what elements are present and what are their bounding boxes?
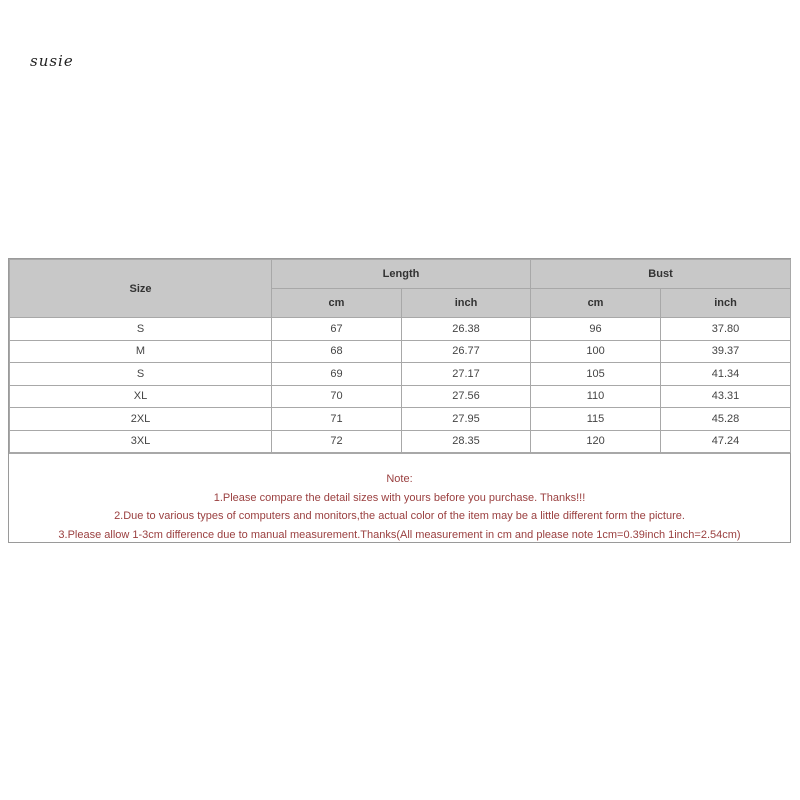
table-row bbox=[10, 408, 791, 431]
length-cm-cell: 68 bbox=[272, 340, 402, 363]
bust-inch-cell: 47.24 bbox=[661, 430, 791, 453]
table-row bbox=[10, 385, 791, 408]
size-cell: M bbox=[10, 340, 272, 363]
size-column-header: Size bbox=[10, 260, 272, 318]
bust-inch-cell: 43.31 bbox=[661, 385, 791, 408]
bust-inch-cell: 37.80 bbox=[661, 318, 791, 341]
length-inch-cell: 27.95 bbox=[402, 408, 531, 431]
bust-cm-cell: 105 bbox=[531, 363, 661, 386]
note-section bbox=[9, 453, 790, 544]
length-cm-cell: 72 bbox=[272, 430, 402, 453]
size-cell: 2XL bbox=[10, 408, 272, 431]
note-line: 3.Please allow 1-3cm difference due to manual measurement.Thanks(All measurement in cm and please note 1cm=0.39inch 1inch=2.54cm) bbox=[58, 528, 741, 541]
bust-cm-cell: 115 bbox=[531, 408, 661, 431]
note-line: 1.Please compare the detail sizes with yours before you purchase. Thanks!!! bbox=[213, 491, 586, 504]
bust-inch-header: inch bbox=[661, 289, 791, 318]
bust-group-header: Bust bbox=[531, 260, 791, 289]
length-inch-header: inch bbox=[402, 289, 531, 318]
length-inch-cell: 27.17 bbox=[402, 363, 531, 386]
bust-inch-cell: 45.28 bbox=[661, 408, 791, 431]
note-title: Note: bbox=[386, 473, 413, 485]
bust-inch-cell: 41.34 bbox=[661, 363, 791, 386]
bust-cm-cell: 120 bbox=[531, 430, 661, 453]
bust-cm-cell: 96 bbox=[531, 318, 661, 341]
table-row bbox=[10, 318, 791, 341]
table-row bbox=[10, 340, 791, 363]
length-cm-header: cm bbox=[272, 289, 402, 318]
size-cell: XL bbox=[10, 385, 272, 408]
length-inch-cell: 26.38 bbox=[402, 318, 531, 341]
header-row-groups bbox=[10, 260, 791, 289]
length-cm-cell: 69 bbox=[272, 363, 402, 386]
table-row bbox=[10, 363, 791, 386]
size-cell: 3XL bbox=[10, 430, 272, 453]
bust-cm-cell: 100 bbox=[531, 340, 661, 363]
length-inch-cell: 26.77 bbox=[402, 340, 531, 363]
length-group-header: Length bbox=[272, 260, 531, 289]
size-table bbox=[9, 259, 791, 453]
size-chart bbox=[8, 258, 791, 543]
length-cm-cell: 70 bbox=[272, 385, 402, 408]
length-inch-cell: 28.35 bbox=[402, 430, 531, 453]
length-inch-cell: 27.56 bbox=[402, 385, 531, 408]
size-cell: S bbox=[10, 363, 272, 386]
table-row bbox=[10, 430, 791, 453]
length-cm-cell: 67 bbox=[272, 318, 402, 341]
brand-logo-text: susie bbox=[30, 52, 74, 70]
bust-cm-header: cm bbox=[531, 289, 661, 318]
size-cell: S bbox=[10, 318, 272, 341]
bust-cm-cell: 110 bbox=[531, 385, 661, 408]
note-line: 2.Due to various types of computers and monitors,the actual color of the item may be a little different form the picture. bbox=[114, 510, 685, 522]
bust-inch-cell: 39.37 bbox=[661, 340, 791, 363]
length-cm-cell: 71 bbox=[272, 408, 402, 431]
